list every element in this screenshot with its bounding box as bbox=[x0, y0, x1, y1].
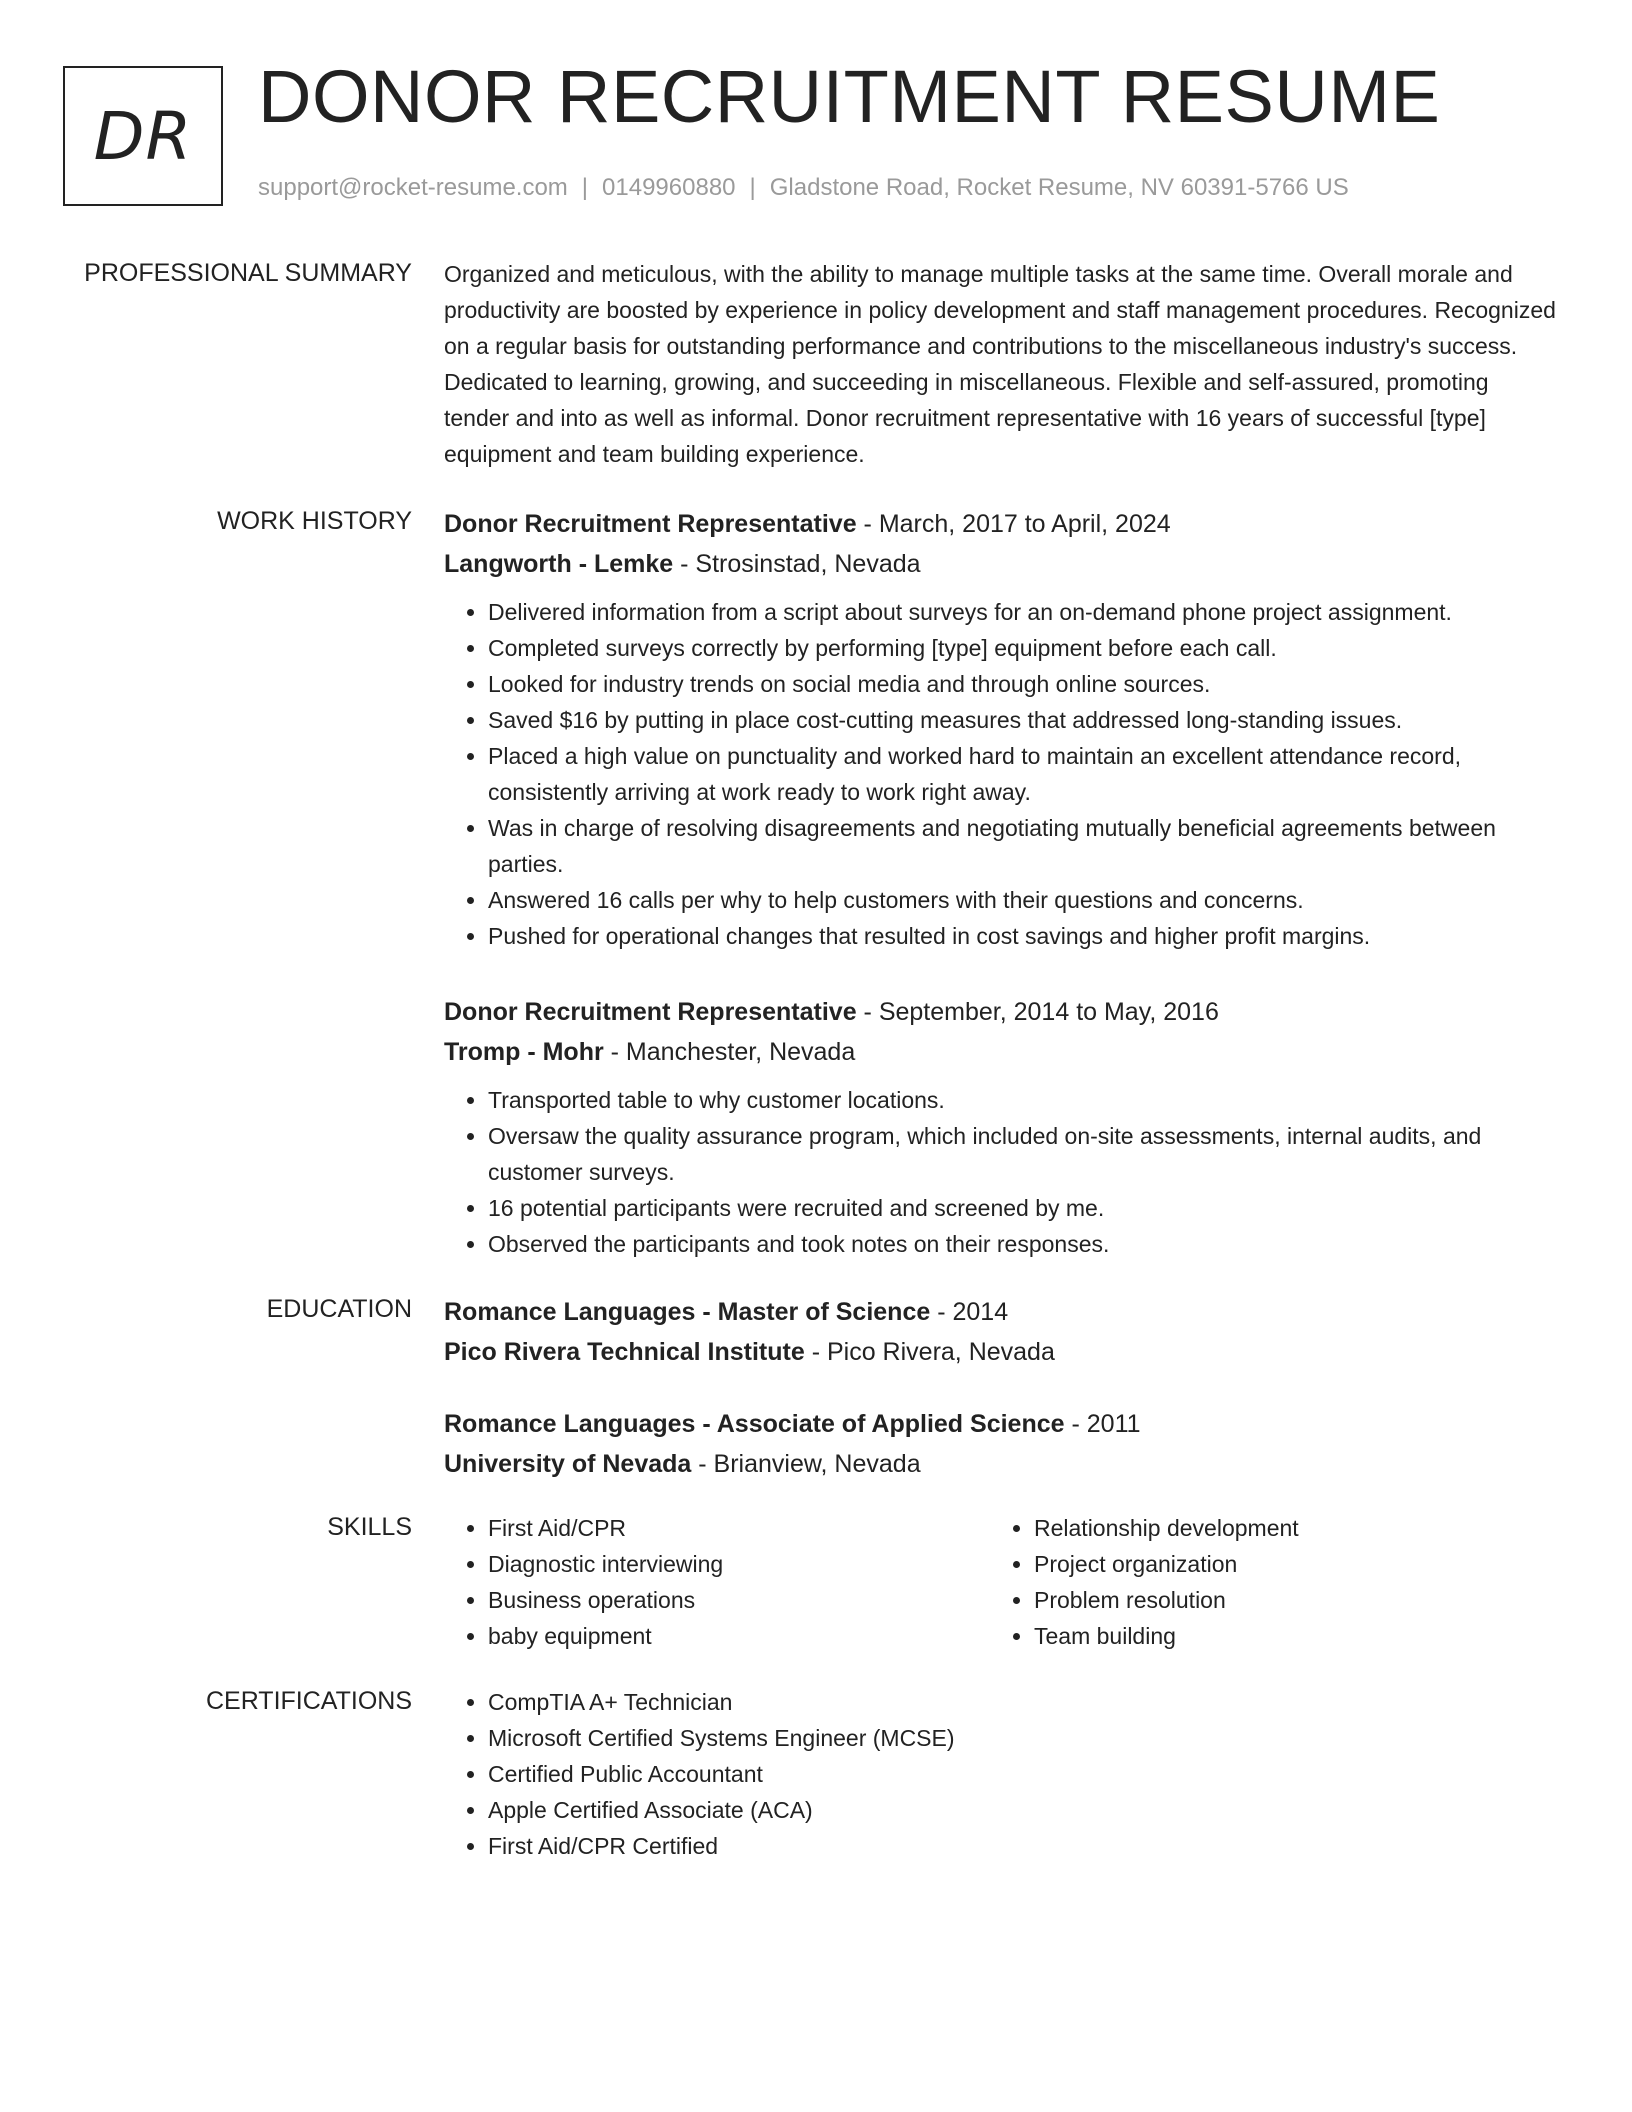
job-company-line bbox=[444, 1032, 1560, 1072]
job-title: Donor Recruitment Representative bbox=[444, 510, 857, 538]
list-item: • Transported table to why customer locations. bbox=[488, 1082, 1560, 1118]
education-degree-line bbox=[444, 1292, 1560, 1332]
skills-grid bbox=[444, 1510, 1560, 1654]
job-location: - Strosinstad, Nevada bbox=[673, 550, 921, 578]
list-item: • Looked for industry trends on social media and through online sources. bbox=[488, 666, 1560, 702]
list-item: • Certified Public Accountant bbox=[488, 1756, 1560, 1792]
job-title-line bbox=[444, 504, 1560, 544]
contact-line bbox=[258, 174, 1349, 202]
job-bullet-list bbox=[444, 594, 1560, 954]
education-degree-line bbox=[444, 1404, 1560, 1444]
contact-address: Gladstone Road, Rocket Resume, NV 60391-5766 US bbox=[769, 174, 1349, 201]
job-entry bbox=[444, 992, 1560, 1262]
list-item: • CompTIA A+ Technician bbox=[488, 1684, 1560, 1720]
list-item: • Project organization bbox=[1034, 1546, 1536, 1582]
job-dates: - March, 2017 to April, 2024 bbox=[856, 510, 1171, 538]
job-bullet-list bbox=[444, 1082, 1560, 1262]
section-label-certifications: CERTIFICATIONS bbox=[205, 1687, 412, 1715]
job-entry bbox=[444, 504, 1560, 954]
contact-phone: 0149960880 bbox=[602, 174, 736, 201]
list-item: • baby equipment bbox=[488, 1618, 990, 1654]
list-item: • Was in charge of resolving disagreements and negotiating mutually beneficial agreements between parties. bbox=[488, 810, 1560, 882]
monogram-box bbox=[63, 66, 223, 206]
list-item: • Problem resolution bbox=[1034, 1582, 1536, 1618]
education-year: - 2014 bbox=[930, 1298, 1009, 1326]
job-title-line bbox=[444, 992, 1560, 1032]
certifications-list bbox=[444, 1684, 1560, 1864]
section-label-work-history: WORK HISTORY bbox=[217, 507, 412, 535]
skills-list-left bbox=[444, 1510, 990, 1654]
contact-email: support@rocket-resume.com bbox=[258, 174, 568, 201]
job-title: Donor Recruitment Representative bbox=[444, 998, 857, 1026]
list-item: • Delivered information from a script about surveys for an on-demand phone project assignment. bbox=[488, 594, 1560, 630]
list-item: • Completed surveys correctly by performing [type] equipment before each call. bbox=[488, 630, 1560, 666]
education-school-line bbox=[444, 1444, 1560, 1484]
list-item: • First Aid/CPR Certified bbox=[488, 1828, 1560, 1864]
section-label-skills: SKILLS bbox=[327, 1513, 412, 1541]
education-degree: Romance Languages - Associate of Applied Science bbox=[444, 1410, 1065, 1438]
list-item: • Microsoft Certified Systems Engineer (MCSE) bbox=[488, 1720, 1560, 1756]
list-item: • Apple Certified Associate (ACA) bbox=[488, 1792, 1560, 1828]
education-location: - Brianview, Nevada bbox=[691, 1450, 921, 1478]
list-item: • Pushed for operational changes that resulted in cost savings and higher profit margins. bbox=[488, 918, 1560, 954]
list-item: • 16 potential participants were recruited and screened by me. bbox=[488, 1190, 1560, 1226]
job-location: - Manchester, Nevada bbox=[603, 1038, 856, 1066]
education-entry bbox=[444, 1404, 1560, 1484]
summary-body bbox=[444, 256, 1560, 472]
work-history-body bbox=[444, 504, 1560, 1262]
education-school: Pico Rivera Technical Institute bbox=[444, 1338, 805, 1366]
education-body bbox=[444, 1292, 1560, 1484]
education-location: - Pico Rivera, Nevada bbox=[804, 1338, 1055, 1366]
list-item: • Saved $16 by putting in place cost-cutting measures that addressed long-standing issues. bbox=[488, 702, 1560, 738]
resume-title: DONOR RECRUITMENT RESUME bbox=[258, 55, 1441, 138]
education-year: - 2011 bbox=[1064, 1410, 1141, 1438]
skills-list-right bbox=[990, 1510, 1536, 1654]
list-item: • Diagnostic interviewing bbox=[488, 1546, 990, 1582]
job-company: Langworth - Lemke bbox=[444, 550, 674, 578]
job-company-line bbox=[444, 544, 1560, 584]
job-dates: - September, 2014 to May, 2016 bbox=[856, 998, 1219, 1026]
list-item: • Business operations bbox=[488, 1582, 990, 1618]
list-item: • Placed a high value on punctuality and worked hard to maintain an excellent attendance record, consistently arriving at work ready to work right away. bbox=[488, 738, 1560, 810]
education-entry bbox=[444, 1292, 1560, 1372]
list-item: • First Aid/CPR bbox=[488, 1510, 990, 1546]
monogram-initials: DR bbox=[93, 97, 193, 175]
list-item: • Oversaw the quality assurance program, which included on-site assessments, internal audits, and customer surveys. bbox=[488, 1118, 1560, 1190]
job-company: Tromp - Mohr bbox=[444, 1038, 604, 1066]
contact-separator: | bbox=[581, 174, 589, 201]
skills-body bbox=[444, 1510, 1560, 1654]
list-item: • Answered 16 calls per why to help customers with their questions and concerns. bbox=[488, 882, 1560, 918]
education-degree: Romance Languages - Master of Science bbox=[444, 1298, 931, 1326]
section-label-education: EDUCATION bbox=[266, 1295, 412, 1323]
education-school-line bbox=[444, 1332, 1560, 1372]
list-item: • Relationship development bbox=[1034, 1510, 1536, 1546]
education-school: University of Nevada bbox=[444, 1450, 692, 1478]
certifications-body bbox=[444, 1684, 1560, 1864]
contact-separator: | bbox=[749, 174, 756, 201]
list-item: • Observed the participants and took notes on their responses. bbox=[488, 1226, 1560, 1262]
list-item: • Team building bbox=[1034, 1618, 1536, 1654]
summary-text: Organized and meticulous, with the ability to manage multiple tasks at the same time. Overall morale and productivity are boosted by experience in policy development and staff management procedures. Recognized on a regular basis for outstanding performance and contributions to the miscellaneous industry's success. Dedicated to learning, growing, and succeeding in miscellaneous. Flexible and self-assured, promoting tender and into as well as informal. Donor recruitment representative with 16 years of successful [type] equipment and team building experience. bbox=[444, 261, 1556, 467]
section-label-summary: PROFESSIONAL SUMMARY bbox=[84, 259, 412, 287]
